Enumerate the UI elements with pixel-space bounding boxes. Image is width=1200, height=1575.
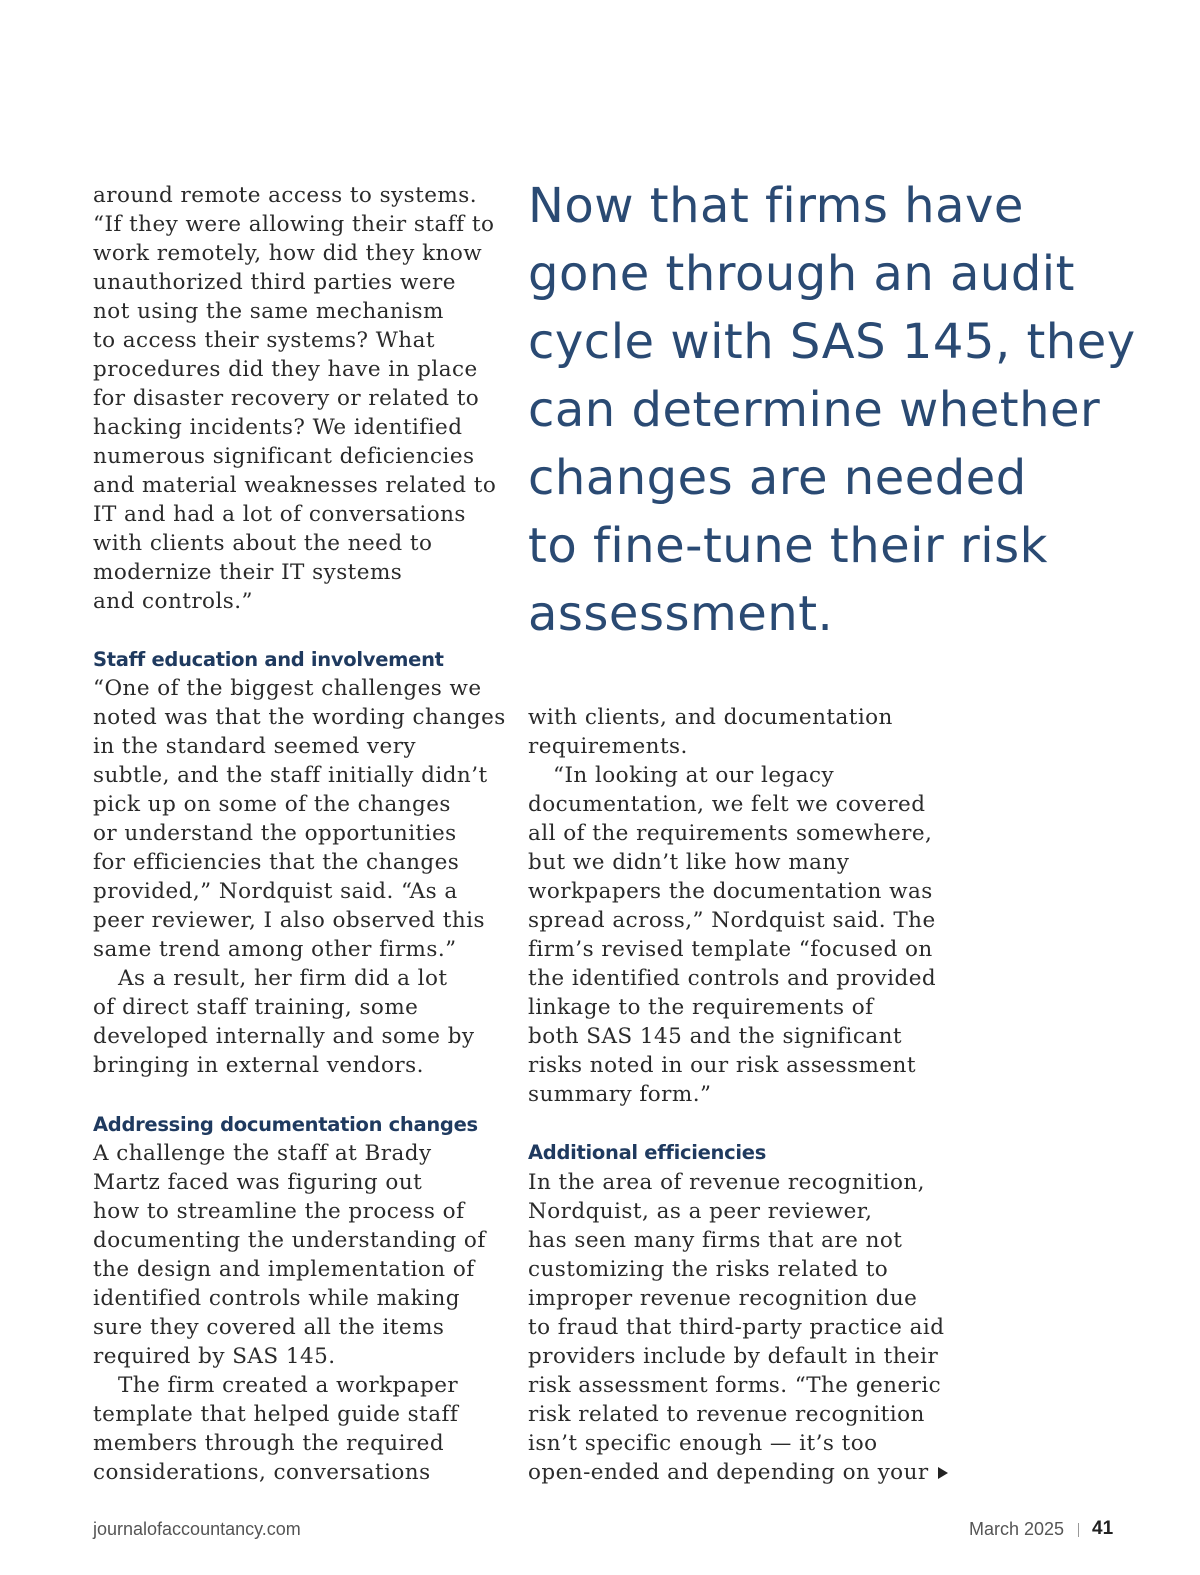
body-text-line: summary form.”: [528, 1082, 712, 1107]
body-text-line: pick up on some of the changes: [93, 792, 451, 817]
body-text-line: Nordquist, as a peer reviewer,: [528, 1199, 873, 1224]
body-text-line: or understand the opportunities: [93, 821, 457, 846]
body-text-line: customizing the risks related to: [528, 1257, 889, 1282]
body-text-line: considerations, conversations: [93, 1460, 431, 1485]
body-text-line: linkage to the requirements of: [528, 995, 874, 1020]
body-text-line: hacking incidents? We identified: [93, 415, 463, 440]
pull-quote-line: changes are needed: [528, 450, 1027, 506]
body-text-line: spread across,” Nordquist said. The: [528, 908, 936, 933]
pull-quote-line: to fine-tune their risk: [528, 518, 1048, 574]
section-heading-efficiencies: Additional efficiencies: [528, 1141, 767, 1164]
body-text-line: how to streamline the process of: [93, 1199, 465, 1224]
body-text-line: both SAS 145 and the significant: [528, 1024, 902, 1049]
body-text-line: provided,” Nordquist said. “As a: [93, 879, 458, 904]
body-text-line: As a result, her firm did a lot: [118, 966, 448, 991]
body-text-line: to access their systems? What: [93, 328, 435, 353]
body-text-line: sure they covered all the items: [93, 1315, 445, 1340]
footer-date: March 2025: [969, 1519, 1065, 1539]
body-text-line: A challenge the staff at Brady: [93, 1141, 432, 1166]
body-text-line: requirements.: [528, 734, 688, 759]
body-text-line: members through the required: [93, 1431, 445, 1456]
body-text-line: and controls.”: [93, 589, 253, 614]
body-text-line: for disaster recovery or related to: [93, 386, 480, 411]
pull-quote-line: cycle with SAS 145, they: [528, 314, 1136, 370]
footer-separator: [1078, 1523, 1079, 1537]
body-text-line: “One of the biggest challenges we: [93, 676, 482, 701]
body-text-line: procedures did they have in place: [93, 357, 478, 382]
body-text-line: risk related to revenue recognition: [528, 1402, 925, 1427]
body-text-line: not using the same mechanism: [93, 299, 444, 324]
body-text-line: modernize their IT systems: [93, 560, 403, 585]
body-text-line: in the standard seemed very: [93, 734, 417, 759]
body-text-line: documentation, we felt we covered: [528, 792, 926, 817]
body-text-line: same trend among other firms.”: [93, 937, 457, 962]
body-text-line: improper revenue recognition due: [528, 1286, 918, 1311]
body-text-line: around remote access to systems.: [93, 183, 478, 208]
body-text-line: to fraud that third-party practice aid: [528, 1315, 945, 1340]
continue-arrow-icon: [937, 1466, 949, 1480]
body-text-line: documenting the understanding of: [93, 1228, 486, 1253]
body-text-line: providers include by default in their: [528, 1344, 939, 1369]
body-text-line: In the area of revenue recognition,: [528, 1170, 925, 1195]
body-text-line: IT and had a lot of conversations: [93, 502, 466, 527]
body-text-line: The firm created a workpaper: [118, 1373, 459, 1398]
pull-quote-line: can determine whether: [528, 382, 1101, 438]
pull-quote-line: gone through an audit: [528, 246, 1075, 302]
body-text-line: all of the requirements somewhere,: [528, 821, 933, 846]
body-text-line: risk assessment forms. “The generic: [528, 1373, 942, 1398]
body-text-line: numerous significant deficiencies: [93, 444, 475, 469]
footer-website[interactable]: journalofaccountancy.com: [93, 1519, 301, 1539]
body-text-line: developed internally and some by: [93, 1024, 475, 1049]
body-text-line: “In looking at our legacy: [553, 763, 835, 788]
body-text-line: and material weaknesses related to: [93, 473, 497, 498]
body-text-line: risks noted in our risk assessment: [528, 1053, 916, 1078]
body-text-line: of direct staff training, some: [93, 995, 419, 1020]
section-heading-staff-education: Staff education and involvement: [93, 648, 444, 671]
body-text-line: open-ended and depending on your: [528, 1460, 929, 1485]
body-text-line: peer reviewer, I also observed this: [93, 908, 485, 933]
body-text-line: “If they were allowing their staff to: [93, 212, 495, 237]
pull-quote-line: Now that firms have: [528, 178, 1024, 234]
body-text-line: required by SAS 145.: [93, 1344, 336, 1369]
body-text-line: workpapers the documentation was: [528, 879, 933, 904]
body-text-line: noted was that the wording changes: [93, 705, 506, 730]
body-text-line: firm’s revised template “focused on: [528, 937, 933, 962]
body-text-line: the identified controls and provided: [528, 966, 937, 991]
pull-quote-line: assessment.: [528, 586, 834, 642]
body-text-line: isn’t specific enough — it’s too: [528, 1431, 878, 1456]
body-text-line: with clients, and documentation: [528, 705, 893, 730]
body-text-line: subtle, and the staff initially didn’t: [93, 763, 488, 788]
body-text-line: with clients about the need to: [93, 531, 433, 556]
body-text-line: has seen many firms that are not: [528, 1228, 903, 1253]
body-text-line: work remotely, how did they know: [93, 241, 483, 266]
body-text-line: but we didn’t like how many: [528, 850, 850, 875]
body-text-line: bringing in external vendors.: [93, 1053, 424, 1078]
page-number: 41: [1092, 1518, 1114, 1539]
body-text-line: Martz faced was figuring out: [93, 1170, 423, 1195]
body-text-line: identified controls while making: [93, 1286, 460, 1311]
body-text-line: for efficiencies that the changes: [93, 850, 460, 875]
section-heading-documentation: Addressing documentation changes: [93, 1113, 478, 1136]
body-text-line: the design and implementation of: [93, 1257, 475, 1282]
body-text-line: template that helped guide staff: [93, 1402, 459, 1427]
body-text-line: unauthorized third parties were: [93, 270, 456, 295]
